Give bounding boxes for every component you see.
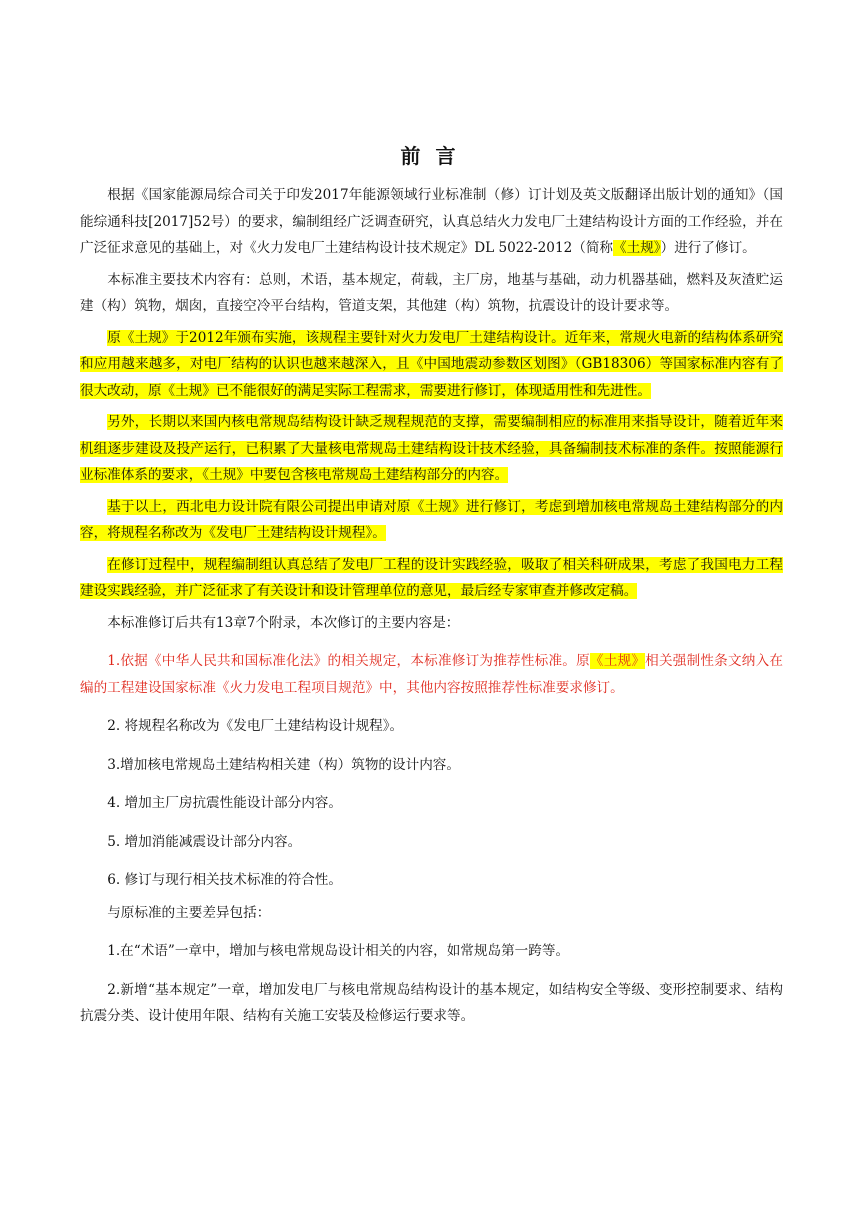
revision-item-4: 4. 增加主厂房抗震性能设计部分内容。	[107, 795, 342, 811]
revision-item-3: 3.增加核电常规岛土建结构相关建（构）筑物的设计内容。	[107, 756, 460, 773]
paragraph-5-text: 基于以上，西北电力设计院有限公司提出申请对原《土规》进行修订，考虑到增加核电常规岛土建结构部分的内容，将规程名称改为《发电厂土建结构设计规程》。	[80, 498, 783, 541]
revision-item-2: 2. 将规程名称改为《发电厂土建结构设计规程》。	[107, 718, 404, 734]
differences-heading: 与原标准的主要差异包括：	[107, 904, 271, 921]
revision-item-1	[80, 648, 783, 701]
difference-item-1: 1.在“术语”一章中，增加与核电常规岛设计相关的内容，如常规岛第一跨等。	[107, 943, 570, 959]
paragraph-6-text: 在修订过程中，规程编制组认真总结了发电厂工程的设计实践经验，吸取了相关科研成果，考虑了我国电力工程建设实践经验，并广泛征求了有关设计和设计管理单位的意见，最后经专家审查并修改定稿。	[80, 556, 783, 599]
revision-item-1-highlight: 《土规》	[589, 653, 646, 669]
page-title: 前 言	[400, 144, 460, 168]
paragraph-7: 本标准修订后共有13章7个附录，本次修订的主要内容是：	[107, 614, 460, 631]
paragraph-4-text: 另外，长期以来国内核电常规岛结构设计缺乏规程规范的支撑，需要编制相应的标准用来指导设计，随着近年来机组逐步建设及投产运行，已积累了大量核电常规岛土建结构设计技术经验，具备编制技术标准的条件。按照能源行业标准体系的要求，《土规》中要包含核电常规岛土建结构部分的内容。	[80, 414, 783, 483]
paragraph-2: 本标准主要技术内容有：总则，术语，基本规定，荷载，主厂房，地基与基础，动力机器基础，燃料及灰渣贮运建（构）筑物，烟囱，直接空冷平台结构，管道支架，其他建（构）筑物，抗震设计的设计要求等。	[80, 271, 783, 314]
revision-item-1-tail: 相关强制性条文纳入在编的工程建设国家标准《火力发电工程项目规范》中，其他内容按照推荐性标准要求修订。	[80, 653, 784, 696]
paragraph-1-tail: ）进行了修订。	[660, 240, 756, 256]
highlighted-abbrev: 《土规》	[613, 240, 661, 256]
paragraph-6	[80, 552, 783, 605]
document-body	[80, 182, 783, 1030]
paragraph-4	[80, 409, 783, 489]
difference-item-2: 2.新增“基本规定”一章，增加发电厂与核电常规岛结构设计的基本规定，如结构安全等级、变形控制要求、结构抗震分类、设计使用年限、结构有关施工安装及检修运行要求等。	[80, 981, 783, 1024]
paragraph-3	[80, 325, 783, 405]
paragraph-1-text: 根据《国家能源局综合司关于印发2017年能源领域行业标准制（修）订计划及英文版翻译出版计划的通知》（国能综通科技[2017]52号）的要求，编制组经广泛调查研究，认真总结火力发电厂土建结构设计方面的工作经验，并在广泛征求意见的基础上，对《火力发电厂土建结构设计技术规定》DL 5022-2012（简称	[80, 187, 783, 256]
paragraph-5	[80, 494, 783, 547]
revision-item-6: 6. 修订与现行相关技术标准的符合性。	[107, 872, 342, 888]
revision-item-5: 5. 增加消能减震设计部分内容。	[107, 833, 302, 850]
paragraph-1	[80, 182, 783, 262]
paragraph-3-text: 原《土规》于2012年颁布实施，该规程主要针对火力发电厂土建结构设计。近年来，常规火电新的结构体系研究和应用越来越多，对电厂结构的认识也越来越深入，且《中国地震动参数区划图》（GB18306）等国家标准内容有了很大改动，原《土规》已不能很好的满足实际工程需求，需要进行修订，体现适用性和先进性。	[80, 329, 783, 399]
revision-item-1-text: 1.依据《中华人民共和国标准化法》的相关规定，本标准修订为推荐性标准。原	[107, 653, 590, 669]
